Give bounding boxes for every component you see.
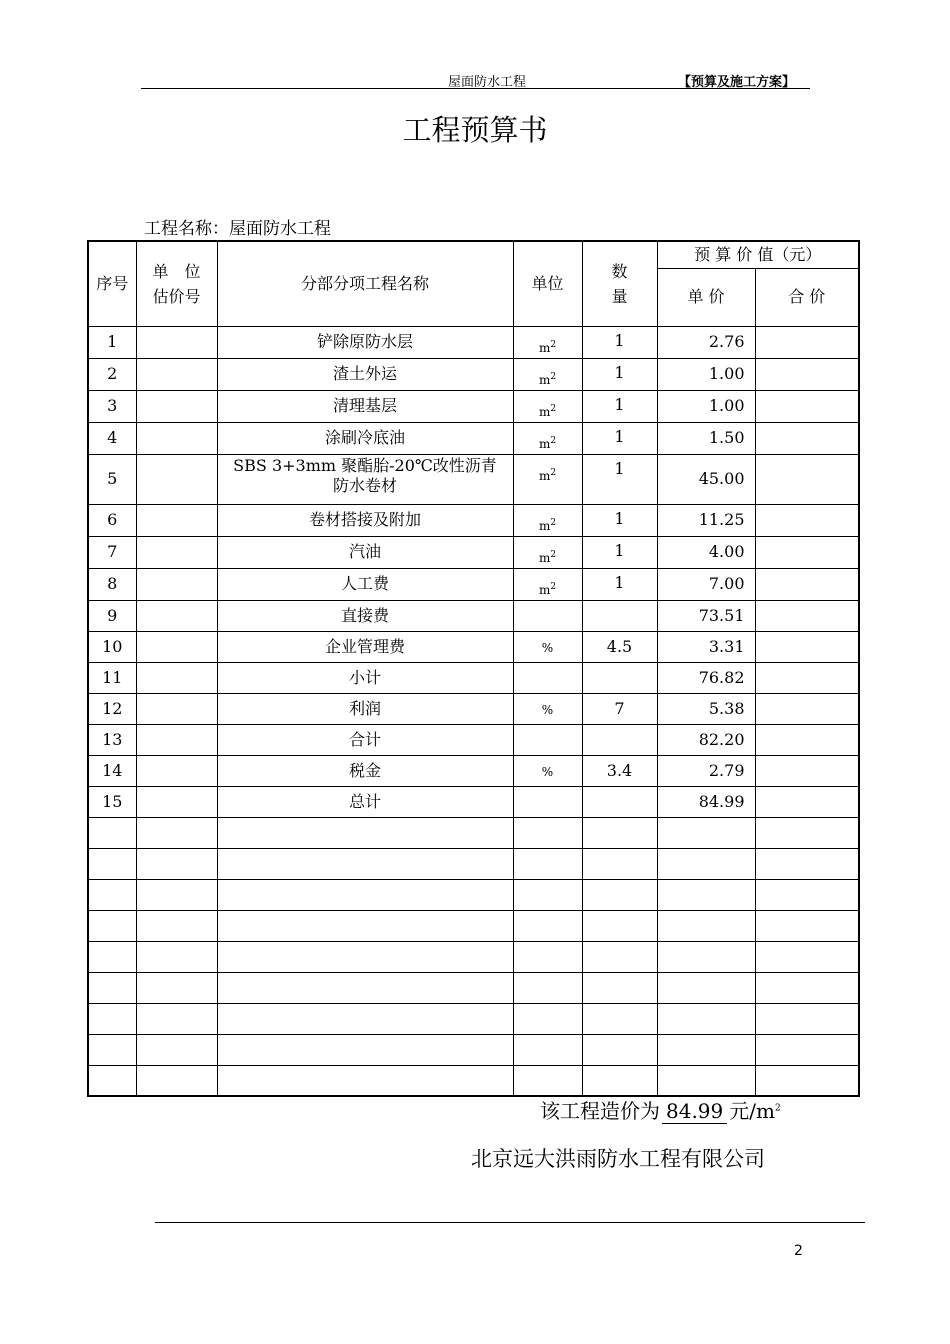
row-unit-price: 1.00 bbox=[657, 390, 755, 422]
table-row bbox=[88, 390, 859, 422]
header-code: 单 位 估价号 bbox=[136, 241, 217, 326]
empty-row bbox=[88, 910, 859, 941]
empty-cell bbox=[755, 941, 859, 972]
row-name: 利润 bbox=[217, 693, 513, 724]
row-qty: 1 bbox=[582, 358, 657, 390]
row-unit bbox=[513, 326, 582, 358]
row-total-price bbox=[755, 662, 859, 693]
row-qty: 1 bbox=[582, 504, 657, 536]
row-name: 总计 bbox=[217, 786, 513, 817]
empty-cell bbox=[136, 848, 217, 879]
table-row bbox=[88, 504, 859, 536]
row-total-price bbox=[755, 326, 859, 358]
row-seq: 6 bbox=[88, 504, 136, 536]
empty-cell bbox=[755, 1065, 859, 1096]
row-unit bbox=[513, 786, 582, 817]
header-budget: 预 算 价 值（元） bbox=[657, 241, 859, 268]
row-total-price bbox=[755, 724, 859, 755]
row-unit-text: % bbox=[541, 641, 554, 655]
empty-cell bbox=[217, 972, 513, 1003]
row-unit-sup: 2 bbox=[550, 371, 557, 382]
cost-prefix: 该工程造价为 bbox=[540, 1099, 660, 1123]
empty-cell bbox=[217, 817, 513, 848]
cost-value: 84.99 bbox=[662, 1099, 727, 1124]
cost-unit-sup: 2 bbox=[774, 1103, 781, 1114]
table-row bbox=[88, 693, 859, 724]
row-unit-price: 2.76 bbox=[657, 326, 755, 358]
row-total-price bbox=[755, 422, 859, 454]
budget-table bbox=[87, 240, 860, 1097]
empty-cell bbox=[88, 910, 136, 941]
cost-summary bbox=[540, 1095, 781, 1124]
row-name: 税金 bbox=[217, 755, 513, 786]
empty-cell bbox=[513, 1065, 582, 1096]
row-unit bbox=[513, 755, 582, 786]
row-qty: 1 bbox=[582, 454, 657, 504]
row-unit-text: m bbox=[538, 468, 551, 483]
row-total-price bbox=[755, 786, 859, 817]
row-total-price bbox=[755, 504, 859, 536]
row-code bbox=[136, 568, 217, 600]
empty-cell bbox=[136, 1065, 217, 1096]
empty-cell bbox=[513, 848, 582, 879]
header-total-price: 合 价 bbox=[755, 268, 859, 326]
empty-cell bbox=[217, 1065, 513, 1096]
header-qty: 数 量 bbox=[582, 241, 657, 326]
row-total-price bbox=[755, 358, 859, 390]
row-qty bbox=[582, 662, 657, 693]
row-unit-text: m bbox=[538, 518, 551, 533]
empty-cell bbox=[582, 848, 657, 879]
empty-cell bbox=[657, 972, 755, 1003]
empty-cell bbox=[513, 1003, 582, 1034]
table-row bbox=[88, 454, 859, 504]
row-code bbox=[136, 358, 217, 390]
row-code bbox=[136, 724, 217, 755]
row-qty: 3.4 bbox=[582, 755, 657, 786]
row-total-price bbox=[755, 390, 859, 422]
empty-row bbox=[88, 879, 859, 910]
row-unit-sup: 2 bbox=[550, 403, 557, 414]
empty-cell bbox=[136, 817, 217, 848]
table-row bbox=[88, 724, 859, 755]
empty-cell bbox=[88, 941, 136, 972]
table-row bbox=[88, 358, 859, 390]
row-unit-text: m bbox=[538, 550, 551, 565]
empty-cell bbox=[582, 910, 657, 941]
table-row bbox=[88, 600, 859, 631]
row-total-price bbox=[755, 693, 859, 724]
row-code bbox=[136, 536, 217, 568]
empty-row bbox=[88, 1034, 859, 1065]
row-seq: 12 bbox=[88, 693, 136, 724]
empty-cell bbox=[217, 879, 513, 910]
row-name: 直接费 bbox=[217, 600, 513, 631]
header-name: 分部分项工程名称 bbox=[217, 241, 513, 326]
row-qty: 1 bbox=[582, 536, 657, 568]
row-unit-sup: 2 bbox=[550, 581, 557, 592]
empty-cell bbox=[755, 1003, 859, 1034]
row-seq: 1 bbox=[88, 326, 136, 358]
row-unit-price: 3.31 bbox=[657, 631, 755, 662]
empty-cell bbox=[136, 1034, 217, 1065]
row-seq: 5 bbox=[88, 454, 136, 504]
row-code bbox=[136, 326, 217, 358]
empty-cell bbox=[513, 1034, 582, 1065]
table-row bbox=[88, 631, 859, 662]
empty-cell bbox=[217, 848, 513, 879]
empty-cell bbox=[657, 1065, 755, 1096]
header-right: 【预算及施工方案】 bbox=[678, 75, 796, 90]
empty-row bbox=[88, 941, 859, 972]
row-unit bbox=[513, 504, 582, 536]
empty-cell bbox=[88, 848, 136, 879]
row-unit-sup: 2 bbox=[550, 435, 557, 446]
empty-cell bbox=[582, 879, 657, 910]
row-code bbox=[136, 631, 217, 662]
row-seq: 9 bbox=[88, 600, 136, 631]
header-center: 屋面防水工程 bbox=[448, 75, 527, 90]
row-unit bbox=[513, 358, 582, 390]
row-unit-price: 5.38 bbox=[657, 693, 755, 724]
row-unit bbox=[513, 422, 582, 454]
row-name: 企业管理费 bbox=[217, 631, 513, 662]
empty-cell bbox=[657, 879, 755, 910]
row-unit bbox=[513, 568, 582, 600]
row-qty: 4.5 bbox=[582, 631, 657, 662]
empty-cell bbox=[513, 972, 582, 1003]
header-unit-price: 单 价 bbox=[657, 268, 755, 326]
empty-cell bbox=[582, 817, 657, 848]
empty-cell bbox=[657, 1003, 755, 1034]
row-unit-price: 2.79 bbox=[657, 755, 755, 786]
row-seq: 3 bbox=[88, 390, 136, 422]
empty-row bbox=[88, 1003, 859, 1034]
empty-row bbox=[88, 817, 859, 848]
row-unit-text: m bbox=[538, 340, 551, 355]
row-unit-text: m bbox=[538, 404, 551, 419]
row-name: 小计 bbox=[217, 662, 513, 693]
row-code bbox=[136, 693, 217, 724]
table-row bbox=[88, 786, 859, 817]
row-seq: 7 bbox=[88, 536, 136, 568]
empty-cell bbox=[136, 1003, 217, 1034]
row-unit-text: m bbox=[538, 436, 551, 451]
empty-cell bbox=[582, 1034, 657, 1065]
row-unit bbox=[513, 390, 582, 422]
empty-cell bbox=[217, 1034, 513, 1065]
row-seq: 13 bbox=[88, 724, 136, 755]
empty-cell bbox=[582, 1003, 657, 1034]
page-number: 2 bbox=[794, 1243, 803, 1259]
empty-cell bbox=[513, 817, 582, 848]
empty-cell bbox=[136, 972, 217, 1003]
row-unit bbox=[513, 662, 582, 693]
row-qty: 1 bbox=[582, 390, 657, 422]
row-code bbox=[136, 600, 217, 631]
row-unit-sup: 2 bbox=[550, 549, 557, 560]
row-total-price bbox=[755, 568, 859, 600]
cost-unit: 元/m bbox=[729, 1099, 775, 1123]
empty-cell bbox=[582, 972, 657, 1003]
row-code bbox=[136, 662, 217, 693]
row-unit-price: 4.00 bbox=[657, 536, 755, 568]
empty-row bbox=[88, 972, 859, 1003]
empty-cell bbox=[755, 910, 859, 941]
empty-cell bbox=[513, 941, 582, 972]
row-name: 卷材搭接及附加 bbox=[217, 504, 513, 536]
page-title: 工程预算书 bbox=[402, 113, 548, 147]
row-seq: 8 bbox=[88, 568, 136, 600]
row-unit-price: 1.00 bbox=[657, 358, 755, 390]
row-total-price bbox=[755, 454, 859, 504]
row-code bbox=[136, 454, 217, 504]
row-code bbox=[136, 755, 217, 786]
row-unit-price: 73.51 bbox=[657, 600, 755, 631]
row-seq: 11 bbox=[88, 662, 136, 693]
empty-cell bbox=[755, 817, 859, 848]
row-unit bbox=[513, 600, 582, 631]
row-qty bbox=[582, 600, 657, 631]
row-unit-price: 82.20 bbox=[657, 724, 755, 755]
empty-cell bbox=[136, 910, 217, 941]
row-name: 清理基层 bbox=[217, 390, 513, 422]
header-divider bbox=[141, 88, 810, 89]
row-unit-sup: 2 bbox=[550, 467, 557, 478]
empty-cell bbox=[657, 941, 755, 972]
row-unit-price: 1.50 bbox=[657, 422, 755, 454]
company-name: 北京远大洪雨防水工程有限公司 bbox=[471, 1147, 765, 1171]
table-row bbox=[88, 326, 859, 358]
row-code bbox=[136, 422, 217, 454]
empty-cell bbox=[88, 1034, 136, 1065]
row-seq: 10 bbox=[88, 631, 136, 662]
empty-cell bbox=[136, 941, 217, 972]
table-row bbox=[88, 422, 859, 454]
empty-cell bbox=[88, 817, 136, 848]
row-unit bbox=[513, 536, 582, 568]
row-unit-sup: 2 bbox=[550, 339, 557, 350]
row-seq: 14 bbox=[88, 755, 136, 786]
empty-cell bbox=[513, 879, 582, 910]
empty-cell bbox=[657, 848, 755, 879]
row-name: 合计 bbox=[217, 724, 513, 755]
project-name: 工程名称：屋面防水工程 bbox=[144, 219, 331, 239]
empty-cell bbox=[217, 1003, 513, 1034]
empty-cell bbox=[88, 1003, 136, 1034]
row-total-price bbox=[755, 536, 859, 568]
row-code bbox=[136, 786, 217, 817]
row-unit-price: 45.00 bbox=[657, 454, 755, 504]
row-unit bbox=[513, 631, 582, 662]
row-unit-price: 7.00 bbox=[657, 568, 755, 600]
empty-cell bbox=[582, 1065, 657, 1096]
row-name: 汽油 bbox=[217, 536, 513, 568]
row-qty: 1 bbox=[582, 568, 657, 600]
table-row bbox=[88, 755, 859, 786]
empty-cell bbox=[88, 879, 136, 910]
row-name: 涂刷冷底油 bbox=[217, 422, 513, 454]
table-row bbox=[88, 568, 859, 600]
row-qty: 1 bbox=[582, 422, 657, 454]
row-total-price bbox=[755, 631, 859, 662]
row-unit bbox=[513, 454, 582, 504]
row-total-price bbox=[755, 755, 859, 786]
row-unit bbox=[513, 724, 582, 755]
row-qty: 1 bbox=[582, 326, 657, 358]
empty-cell bbox=[88, 1065, 136, 1096]
row-name: 渣土外运 bbox=[217, 358, 513, 390]
row-total-price bbox=[755, 600, 859, 631]
header-seq: 序号 bbox=[88, 241, 136, 326]
empty-row bbox=[88, 848, 859, 879]
row-unit-text: % bbox=[541, 703, 554, 717]
table-row bbox=[88, 536, 859, 568]
empty-cell bbox=[755, 879, 859, 910]
table-row bbox=[88, 662, 859, 693]
footer-divider bbox=[155, 1222, 865, 1223]
row-unit-price: 84.99 bbox=[657, 786, 755, 817]
empty-cell bbox=[217, 941, 513, 972]
row-unit-text: % bbox=[541, 765, 554, 779]
row-qty bbox=[582, 724, 657, 755]
empty-cell bbox=[657, 817, 755, 848]
empty-cell bbox=[755, 972, 859, 1003]
empty-row bbox=[88, 1065, 859, 1096]
empty-cell bbox=[755, 848, 859, 879]
row-seq: 15 bbox=[88, 786, 136, 817]
empty-cell bbox=[513, 910, 582, 941]
empty-cell bbox=[657, 910, 755, 941]
empty-cell bbox=[217, 910, 513, 941]
empty-cell bbox=[582, 941, 657, 972]
row-code bbox=[136, 390, 217, 422]
row-code bbox=[136, 504, 217, 536]
empty-cell bbox=[88, 972, 136, 1003]
row-qty bbox=[582, 786, 657, 817]
row-unit-text: m bbox=[538, 372, 551, 387]
row-unit-text: m bbox=[538, 582, 551, 597]
row-name: 铲除原防水层 bbox=[217, 326, 513, 358]
row-unit-price: 11.25 bbox=[657, 504, 755, 536]
row-seq: 2 bbox=[88, 358, 136, 390]
row-seq: 4 bbox=[88, 422, 136, 454]
empty-cell bbox=[755, 1034, 859, 1065]
header-unit: 单位 bbox=[513, 241, 582, 326]
row-name: SBS 3+3mm 聚酯胎-20℃改性沥青 防水卷材 bbox=[217, 454, 513, 504]
empty-cell bbox=[657, 1034, 755, 1065]
row-unit-price: 76.82 bbox=[657, 662, 755, 693]
row-name: 人工费 bbox=[217, 568, 513, 600]
row-qty: 7 bbox=[582, 693, 657, 724]
empty-cell bbox=[136, 879, 217, 910]
row-unit-sup: 2 bbox=[550, 517, 557, 528]
row-unit bbox=[513, 693, 582, 724]
